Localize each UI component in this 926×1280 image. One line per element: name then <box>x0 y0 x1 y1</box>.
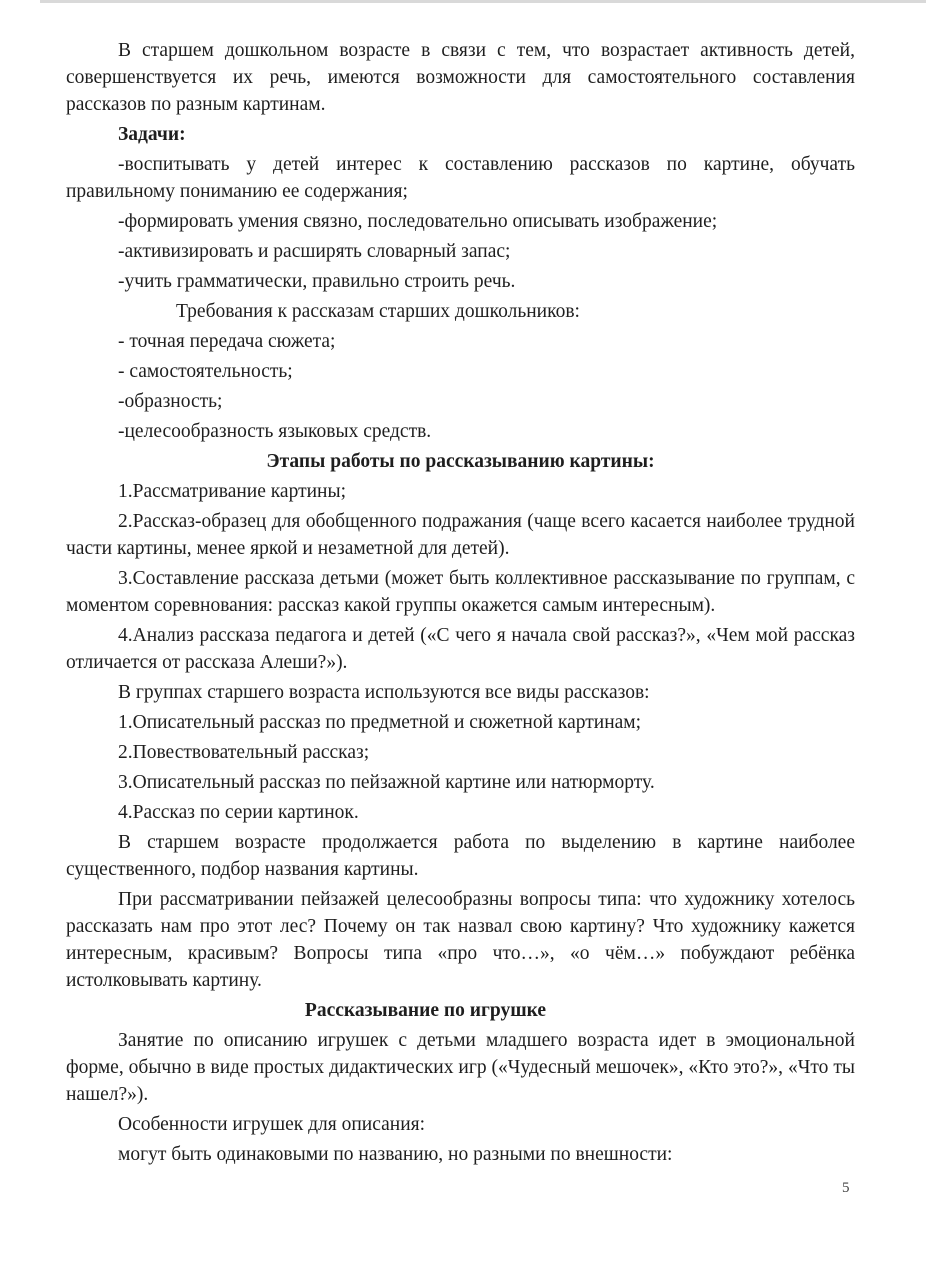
paragraph-landscapes: При рассматривании пейзажей целесообразны вопросы типа: что художнику хотелось рассказать нам про этот лес? Почему он так назвал свою картину? Что художнику кажется интересным, красивым? Вопросы типа «про что…», «о чём…» побуждают ребёнка истолковывать картину. <box>66 889 855 991</box>
task-item: -формировать умения связно, последовательно описывать изображение; <box>118 211 718 232</box>
requirement-item: - самостоятельность; <box>118 361 293 382</box>
requirements-title: Требования к рассказам старших дошкольников: <box>176 301 580 322</box>
paragraph-intro: В старшем дошкольном возрасте в связи с тем, что возрастает активность детей, совершенствуется их речь, имеются возможности для самостоятельного составления рассказов по разным картинам. <box>66 40 855 115</box>
stage-item: 1.Рассматривание картины; <box>118 481 346 502</box>
paragraph-toy-features: Особенности игрушек для описания: <box>118 1114 426 1135</box>
requirement-item: - точная передача сюжета; <box>118 331 336 352</box>
requirement-item: -целесообразность языковых средств. <box>118 421 432 442</box>
story-type-item: 3.Описательный рассказ по пейзажной картине или натюрморту. <box>118 772 655 793</box>
paragraph-toy-lessons: Занятие по описанию игрушек с детьми младшего возраста идет в эмоциональной форме, обычно в виде простых дидактических игр («Чудесный мешочек», «Кто это?», «Что ты нашел?»). <box>66 1030 855 1105</box>
requirement-item: -образность; <box>118 391 223 412</box>
story-type-item: 4.Рассказ по серии картинок. <box>118 802 359 823</box>
task-item: -воспитывать у детей интерес к составлению рассказов по картине, обучать правильному пониманию ее содержания; <box>66 154 855 202</box>
scan-edge-line <box>40 0 926 3</box>
task-item: -учить грамматически, правильно строить речь. <box>118 271 516 292</box>
paragraph-story-types: В группах старшего возраста используются все виды рассказов: <box>118 682 650 703</box>
page-body <box>66 37 855 1171</box>
heading-toy-storytelling: Рассказывание по игрушке <box>304 1000 547 1021</box>
task-item: -активизировать и расширять словарный запас; <box>118 241 511 262</box>
page-number: 5 <box>842 1180 850 1196</box>
stage-item: 3.Составление рассказа детьми (может быть коллективное рассказывание по группам, с моментом соревнования: рассказ какой группы окажется самым интересным). <box>66 568 855 616</box>
paragraph-toy-names: могут быть одинаковыми по названию, но разными по внешности: <box>118 1144 673 1165</box>
stage-item: 4.Анализ рассказа педагога и детей («С чего я начала свой рассказ?», «Чем мой рассказ отличается от рассказа Алеши?»). <box>66 625 855 673</box>
heading-stages: Этапы работы по рассказыванию картины: <box>266 451 655 472</box>
paragraph-senior-age: В старшем возрасте продолжается работа по выделению в картине наиболее существенного, подбор названия картины. <box>66 832 855 880</box>
stage-item: 2.Рассказ-образец для обобщенного подражания (чаще всего касается наиболее трудной части картины, менее яркой и незаметной для детей). <box>66 511 855 559</box>
heading-tasks: Задачи: <box>118 124 186 145</box>
story-type-item: 2.Повествовательный рассказ; <box>118 742 370 763</box>
story-type-item: 1.Описательный рассказ по предметной и сюжетной картинам; <box>118 712 642 733</box>
